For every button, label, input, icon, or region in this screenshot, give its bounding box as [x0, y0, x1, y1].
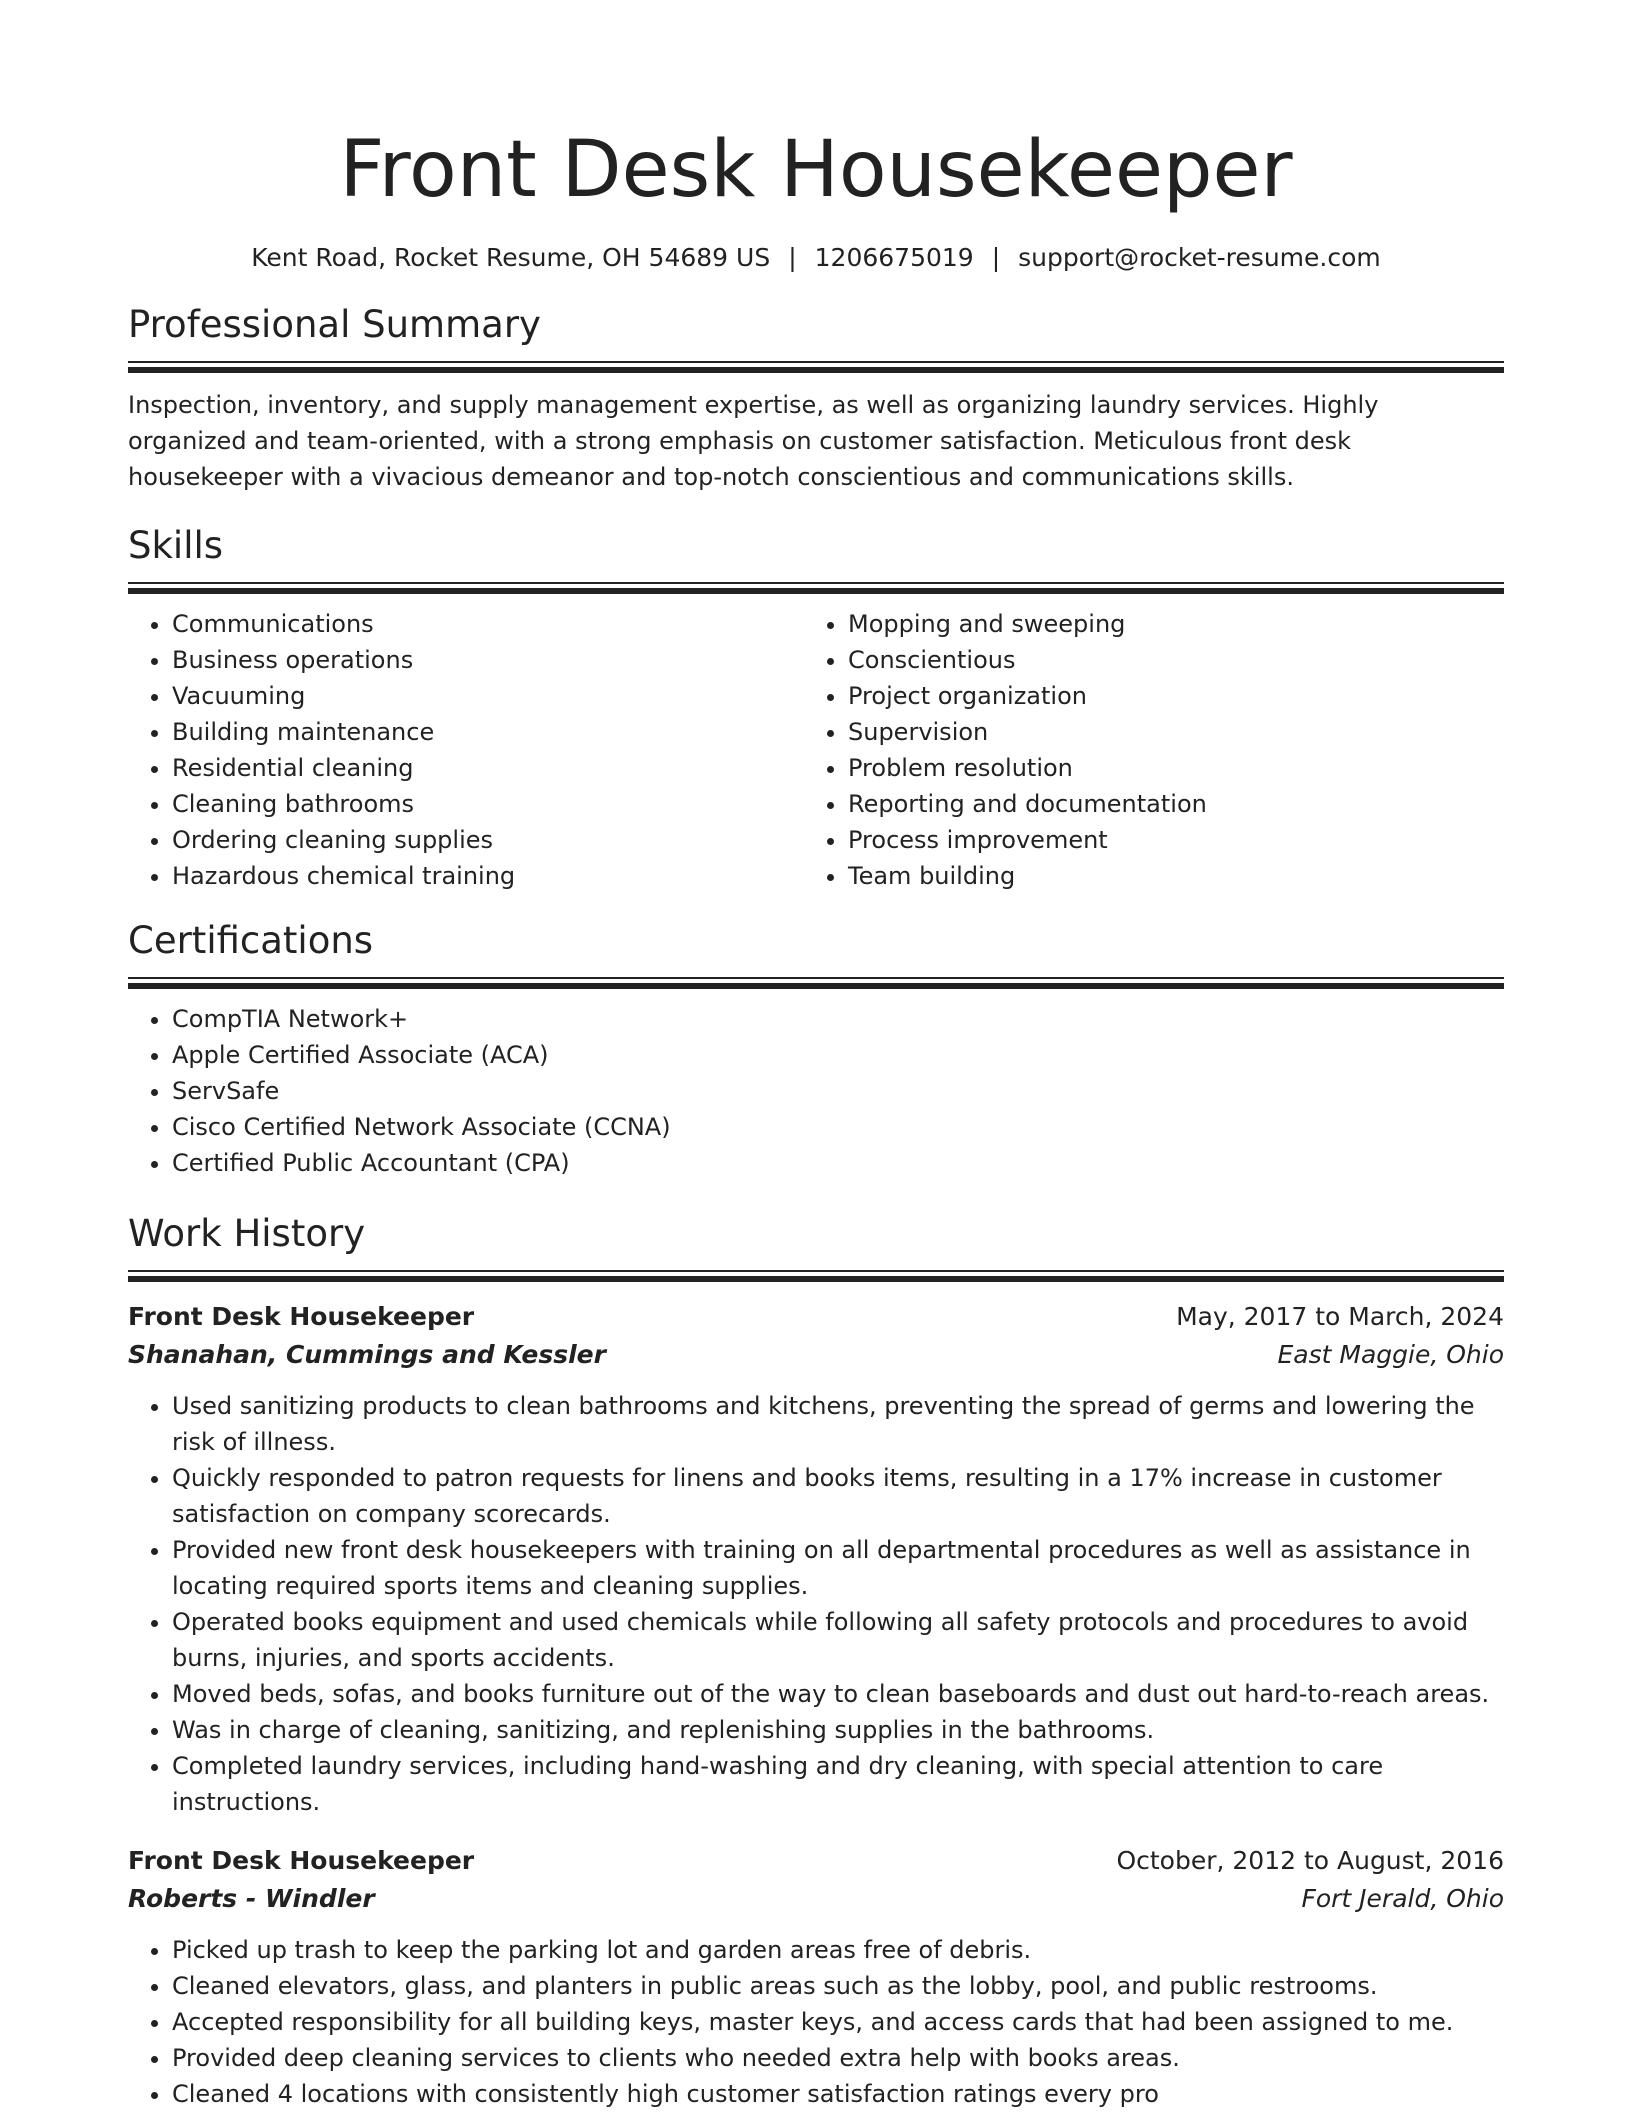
skill-item: • Supervision — [848, 714, 1480, 750]
phone-text: 1206675019 — [814, 243, 974, 272]
job-location: East Maggie, Ohio — [1277, 1340, 1504, 1369]
section-heading-skills: Skills — [128, 524, 224, 567]
work-history-section — [128, 1211, 1504, 2112]
job-company: Shanahan, Cummings and Kessler — [128, 1340, 606, 1369]
skills-list-right — [804, 606, 1480, 894]
job-bullets — [128, 1932, 1504, 2112]
summary-section — [128, 302, 1504, 495]
section-heading-summary: Professional Summary — [128, 303, 541, 346]
contact-separator: | — [788, 243, 797, 272]
job-bullet: • Quickly responded to patron requests for linens and books items, resulting in a 17% increase in customer satisfaction on company scorecards. — [172, 1460, 1504, 1532]
job-bullet: • Completed laundry services, including hand-washing and dry cleaning, with special attention to care instructions. — [172, 1748, 1504, 1820]
job-bullets — [128, 1388, 1504, 1820]
job-company-row — [128, 1336, 1504, 1374]
skill-item: • Project organization — [848, 678, 1480, 714]
job-title: Front Desk Housekeeper — [128, 1846, 475, 1875]
email-text: support@rocket-resume.com — [1018, 243, 1381, 272]
job-location: Fort Jerald, Ohio — [1301, 1884, 1504, 1913]
address-text: Kent Road, Rocket Resume, OH 54689 US — [251, 243, 771, 272]
job-bullet: • Moved beds, sofas, and books furniture out of the way to clean baseboards and dust out hard-to-reach areas. — [172, 1676, 1504, 1712]
skills-list-left — [128, 606, 804, 894]
section-divider — [128, 1270, 1504, 1282]
resume-page — [128, 0, 1504, 2112]
skill-item: • Business operations — [172, 642, 804, 678]
job-header-row — [128, 1842, 1504, 1880]
section-heading-certifications: Certifications — [128, 919, 374, 962]
skill-item: • Mopping and sweeping — [848, 606, 1480, 642]
certification-item: • ServSafe — [172, 1073, 1504, 1109]
job-bullet: • Operated books equipment and used chemicals while following all safety protocols and procedures to avoid burns, injuries, and sports accidents. — [172, 1604, 1504, 1676]
job-entry — [128, 1298, 1504, 1820]
skill-item: • Residential cleaning — [172, 750, 804, 786]
job-header-row — [128, 1298, 1504, 1336]
certification-item: • Apple Certified Associate (ACA) — [172, 1037, 1504, 1073]
job-bullet: • Cleaned elevators, glass, and planters in public areas such as the lobby, pool, and public restrooms. — [172, 1968, 1504, 2004]
skill-item: • Team building — [848, 858, 1480, 894]
skill-item: • Communications — [172, 606, 804, 642]
job-entry — [128, 1842, 1504, 2112]
skill-item: • Vacuuming — [172, 678, 804, 714]
section-divider — [128, 977, 1504, 989]
job-title: Front Desk Housekeeper — [128, 1302, 475, 1331]
job-bullet: • Accepted responsibility for all building keys, master keys, and access cards that had been assigned to me. — [172, 2004, 1504, 2040]
section-divider — [128, 582, 1504, 594]
skill-item: • Ordering cleaning supplies — [172, 822, 804, 858]
skill-item: • Hazardous chemical training — [172, 858, 804, 894]
job-dates: May, 2017 to March, 2024 — [1176, 1302, 1504, 1331]
job-bullet: • Was in charge of cleaning, sanitizing, and replenishing supplies in the bathrooms. — [172, 1712, 1504, 1748]
certification-item: • Cisco Certified Network Associate (CCNA) — [172, 1109, 1504, 1145]
skill-item: • Reporting and documentation — [848, 786, 1480, 822]
job-bullet: • Provided deep cleaning services to clients who needed extra help with books areas. — [172, 2040, 1504, 2076]
skill-item: • Building maintenance — [172, 714, 804, 750]
job-bullet: • Cleaned 4 locations with consistently high customer satisfaction ratings every pro — [172, 2076, 1504, 2112]
resume-title: Front Desk Housekeeper — [339, 125, 1293, 215]
job-bullet: • Picked up trash to keep the parking lot and garden areas free of debris. — [172, 1932, 1504, 1968]
certification-item: • CompTIA Network+ — [172, 1001, 1504, 1037]
skill-item: • Problem resolution — [848, 750, 1480, 786]
certifications-list — [128, 1001, 1504, 1181]
job-company: Roberts - Windler — [128, 1884, 375, 1913]
job-bullet: • Provided new front desk housekeepers with training on all departmental procedures as well as assistance in locating required sports items and cleaning supplies. — [172, 1532, 1504, 1604]
skills-section — [128, 523, 1504, 894]
summary-text: Inspection, inventory, and supply management expertise, as well as organizing laundry services. Highly organized and team-oriented, with a strong emphasis on customer satisfaction. Meticulous front desk housekeeper with a vivacious demeanor and top-notch conscientious and communications skills. — [128, 391, 1379, 491]
job-bullet: • Used sanitizing products to clean bathrooms and kitchens, preventing the spread of germs and lowering the risk of illness. — [172, 1388, 1504, 1460]
contact-line — [128, 242, 1504, 274]
certification-item: • Certified Public Accountant (CPA) — [172, 1145, 1504, 1181]
certifications-section — [128, 918, 1504, 1181]
contact-separator: | — [991, 243, 1001, 272]
skills-columns — [128, 606, 1504, 894]
job-company-row — [128, 1880, 1504, 1918]
job-dates: October, 2012 to August, 2016 — [1116, 1846, 1504, 1875]
skill-item: • Process improvement — [848, 822, 1480, 858]
skill-item: • Conscientious — [848, 642, 1480, 678]
section-heading-work-history: Work History — [128, 1212, 366, 1255]
section-divider — [128, 361, 1504, 373]
skill-item: • Cleaning bathrooms — [172, 786, 804, 822]
